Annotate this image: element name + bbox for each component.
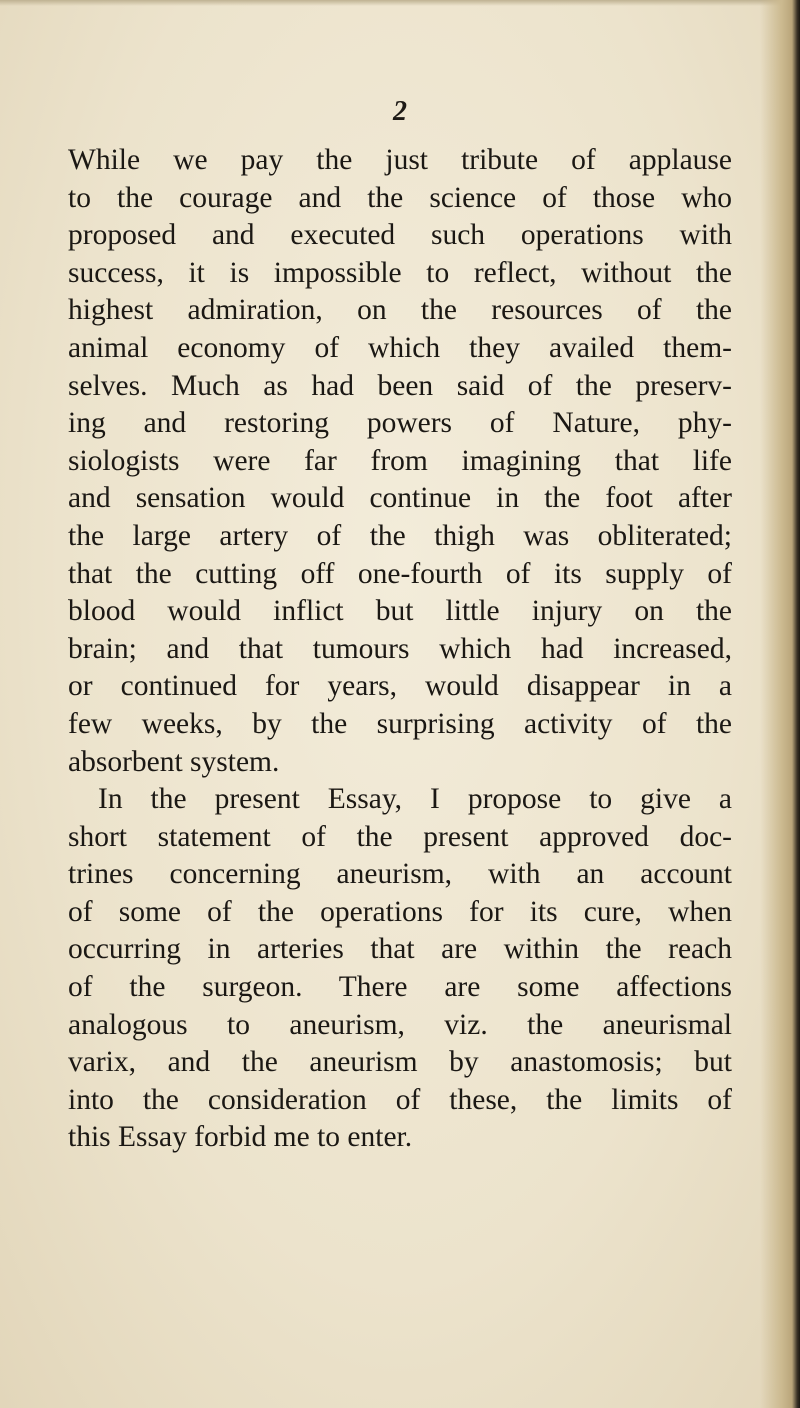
page-top-edge-shadow <box>0 0 800 6</box>
text-line: of the surgeon. There are some affections <box>68 971 732 1004</box>
text-line: siologists were far from imagining that life <box>68 444 732 477</box>
text-line: this Essay forbid me to enter. <box>68 1121 413 1154</box>
page-number: 2 <box>393 96 407 127</box>
text-line: absorbent system. <box>68 745 280 778</box>
page-right-edge-shadow <box>760 0 800 1408</box>
text-line: few weeks, by the surprising activity of the <box>68 707 732 740</box>
text-line: of some of the operations for its cure, when <box>68 895 732 928</box>
text-line: ing and restoring powers of Nature, phy- <box>68 407 732 440</box>
text-line: into the consideration of these, the limits of <box>68 1083 732 1116</box>
paragraph-2 <box>68 781 732 1157</box>
text-line: or continued for years, would disappear in a <box>68 670 732 703</box>
paragraph-1 <box>68 142 732 781</box>
text-line: While we pay the just tribute of applause <box>68 144 732 176</box>
text-line: success, it is impossible to reflect, without the <box>68 256 732 289</box>
text-line: the large artery of the thigh was obliterated; <box>68 519 732 552</box>
text-line: proposed and executed such operations with <box>68 219 732 252</box>
text-line: and sensation would continue in the foot after <box>68 482 732 515</box>
text-line: analogous to aneurism, viz. the aneurismal <box>68 1008 732 1041</box>
text-line: that the cutting off one-fourth of its supply of <box>68 557 732 590</box>
text-line: In the present Essay, I propose to give a <box>98 783 732 816</box>
text-line: short statement of the present approved doc- <box>68 820 732 853</box>
text-line: selves. Much as had been said of the preserv- <box>68 369 732 402</box>
body-text <box>68 142 732 1157</box>
text-line: animal economy of which they availed them- <box>68 331 732 364</box>
text-line: to the courage and the science of those who <box>68 181 732 214</box>
text-line: highest admiration, on the resources of the <box>68 294 732 327</box>
text-line: blood would inflict but little injury on the <box>68 595 732 628</box>
text-line: occurring in arteries that are within the reach <box>68 933 732 966</box>
text-line: varix, and the aneurism by anastomosis; but <box>68 1046 732 1079</box>
text-line: brain; and that tumours which had increased, <box>68 632 732 665</box>
text-line: trines concerning aneurism, with an account <box>68 858 732 891</box>
